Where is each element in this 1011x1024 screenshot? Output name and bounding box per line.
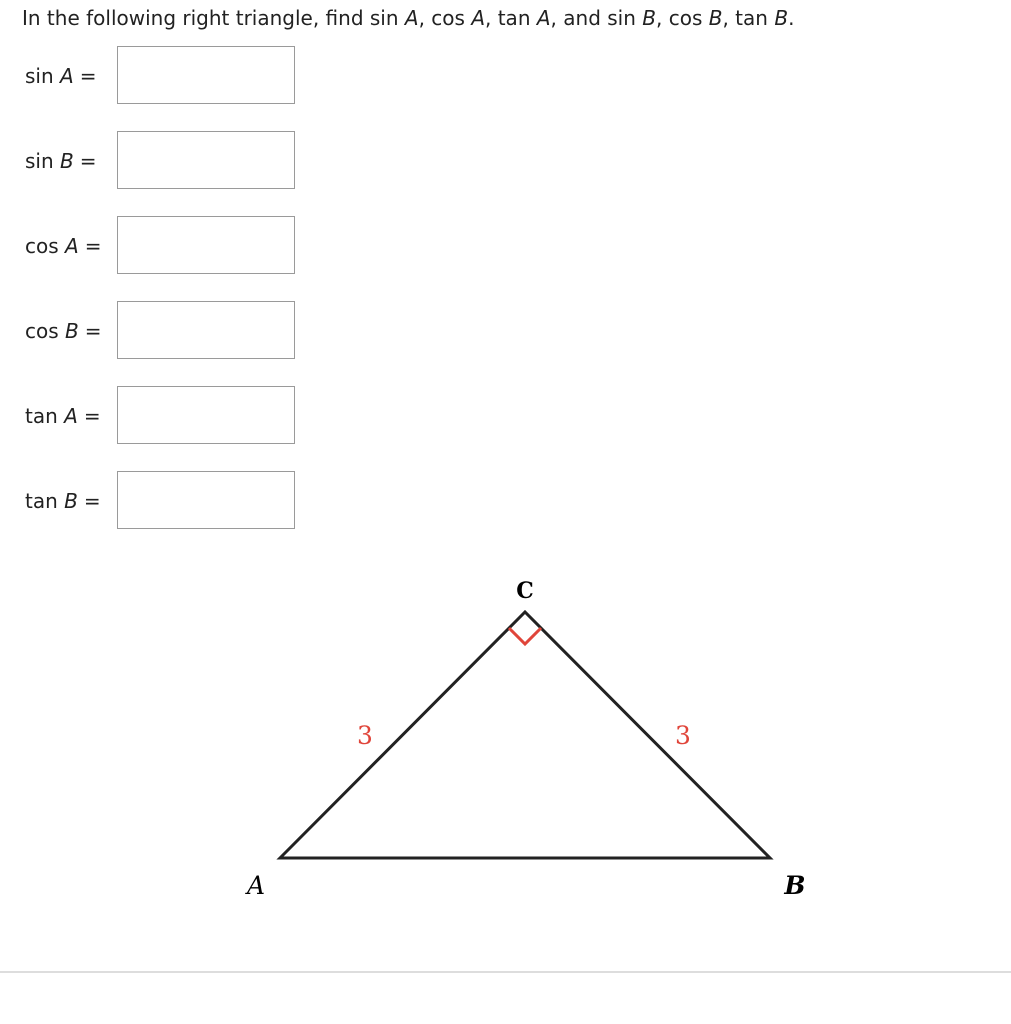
tan-b-answer-input[interactable]: [117, 471, 295, 529]
right-angle-marker: [509, 628, 541, 644]
right-triangle-diagram: [0, 560, 1011, 920]
answer-row-sin-a: [0, 46, 320, 106]
bottom-divider: [0, 971, 1011, 973]
prompt-text-3: , tan: [485, 6, 537, 30]
equals-sign: =: [83, 489, 101, 513]
sin-b-answer-input[interactable]: [117, 131, 295, 189]
fn-name: tan: [25, 404, 58, 428]
vertex-label-b: B: [784, 871, 806, 900]
answer-label-tan-a: [25, 402, 101, 430]
equals-sign: =: [84, 319, 102, 343]
prompt-text-6: , tan: [722, 6, 775, 30]
prompt-var-a3: A: [536, 6, 551, 30]
fn-name: cos: [25, 234, 59, 258]
answer-label-sin-a: [25, 62, 96, 90]
fn-name: sin: [25, 149, 54, 173]
answer-row-sin-b: [0, 131, 320, 191]
var-name: A: [65, 234, 79, 258]
fn-name: cos: [25, 319, 59, 343]
prompt-text-5: , cos: [656, 6, 709, 30]
var-name: B: [64, 489, 78, 513]
prompt-var-b3: B: [774, 6, 789, 30]
var-name: A: [64, 404, 78, 428]
equals-sign: =: [79, 149, 97, 173]
answer-label-cos-a: [25, 232, 101, 260]
prompt-text-1: In the following right triangle, find sin: [22, 6, 405, 30]
prompt-text-2: , cos: [418, 6, 472, 30]
equals-sign: =: [83, 404, 101, 428]
answer-row-tan-b: [0, 471, 320, 531]
equals-sign: =: [79, 64, 97, 88]
var-name: B: [60, 149, 74, 173]
side-label-ac: 3: [357, 721, 373, 750]
answer-label-sin-b: [25, 147, 97, 175]
cos-a-answer-input[interactable]: [117, 216, 295, 274]
prompt-var-a1: A: [404, 6, 419, 30]
equals-sign: =: [84, 234, 102, 258]
vertex-label-c: C: [516, 578, 534, 604]
var-name: B: [65, 319, 79, 343]
sin-a-answer-input[interactable]: [117, 46, 295, 104]
answer-row-cos-b: [0, 301, 320, 361]
var-name: A: [60, 64, 74, 88]
cos-b-answer-input[interactable]: [117, 301, 295, 359]
answer-label-cos-b: [25, 317, 102, 345]
fn-name: sin: [25, 64, 54, 88]
answer-row-tan-a: [0, 386, 320, 446]
problem-prompt: [22, 4, 794, 32]
prompt-text-7: .: [788, 6, 795, 30]
prompt-var-b2: B: [708, 6, 723, 30]
answer-label-tan-b: [25, 487, 101, 515]
triangle-outline: [280, 612, 770, 858]
answer-row-cos-a: [0, 216, 320, 276]
prompt-var-a2: A: [471, 6, 485, 30]
prompt-text-4: , and sin: [550, 6, 643, 30]
tan-a-answer-input[interactable]: [117, 386, 295, 444]
side-label-cb: 3: [675, 721, 691, 750]
vertex-label-a: A: [246, 871, 266, 900]
prompt-var-b1: B: [642, 6, 656, 30]
fn-name: tan: [25, 489, 58, 513]
